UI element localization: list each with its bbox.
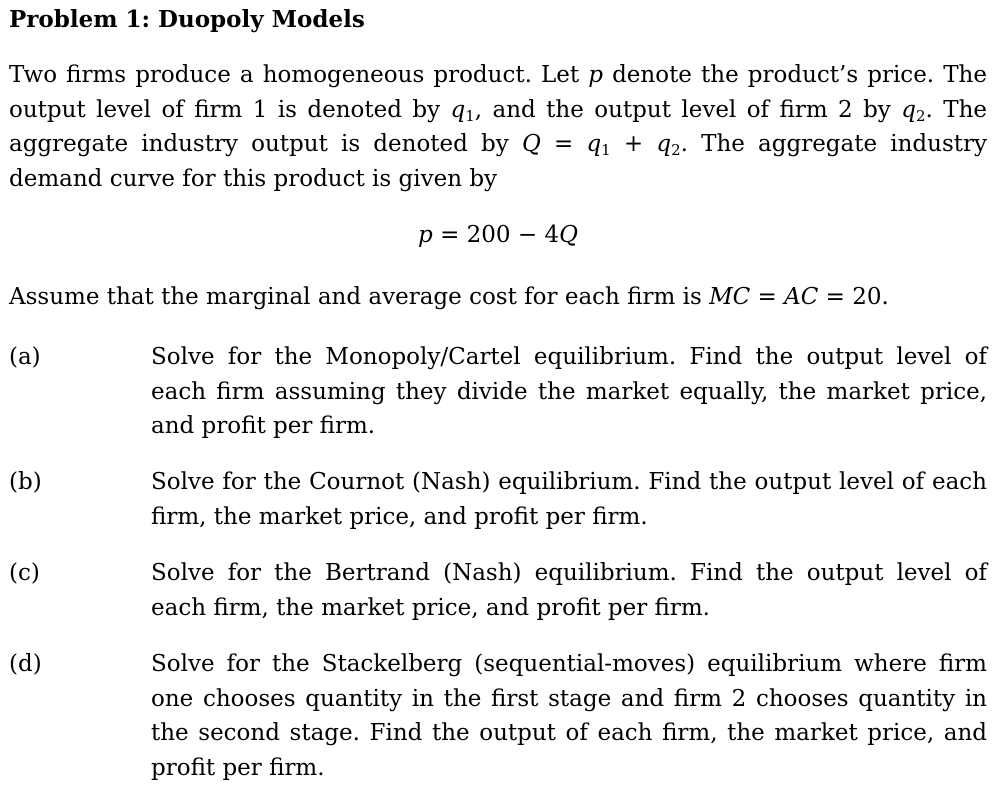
q2-subscript: 2 xyxy=(915,106,926,125)
question-text: Solve for the Bertrand (Nash) equilibrium. Find the output level of each firm, the market price, and profit per firm. xyxy=(151,560,987,621)
demand-rhs: = 200 − 4 xyxy=(432,222,560,248)
plus-sign: + xyxy=(610,131,657,157)
q1-subscript: 1 xyxy=(465,106,475,125)
assumption-text: Assume that the marginal and average cost for each firm is xyxy=(9,284,710,310)
ac-symbol: AC xyxy=(784,284,819,310)
price-symbol: p xyxy=(588,62,603,88)
assumption-eq2: = 20. xyxy=(818,284,889,310)
q2-symbol: q xyxy=(901,96,916,123)
intro-text-5: . The aggregate industry demand curve for this product is given by xyxy=(9,131,988,192)
demand-Q: Q xyxy=(559,222,578,248)
q1b-subscript: 1 xyxy=(601,141,611,159)
demand-equation xyxy=(9,222,987,248)
question-text: Solve for the Cournot (Nash) equilibrium. Find the output level of each firm, the market price, and profit per firm. xyxy=(151,469,987,530)
assumption-eq1: = xyxy=(750,284,785,310)
question-label: (d) xyxy=(9,651,42,677)
q2b-symbol: q xyxy=(656,131,672,157)
question-text: Solve for the Monopoly/Cartel equilibrium. Find the output level of each firm assuming they divide the market equally, the market price, and profit per firm. xyxy=(151,344,987,439)
intro-text-3: , and the output level of firm 2 by xyxy=(474,96,902,123)
intro-paragraph xyxy=(9,58,987,196)
equals-sign: = xyxy=(540,131,587,157)
problem-title: Problem 1: Duopoly Models xyxy=(9,6,365,33)
demand-p: p xyxy=(418,222,433,248)
question-label: (b) xyxy=(9,469,42,495)
mc-symbol: MC xyxy=(709,284,751,310)
question-label: (a) xyxy=(9,344,41,370)
intro-text-2: denote the product’s price. The output level of firm 1 is denoted by xyxy=(9,62,987,123)
question-label: (c) xyxy=(9,560,40,586)
q1b-symbol: q xyxy=(586,131,602,157)
intro-text-4: . The aggregate industry output is denoted by xyxy=(9,96,987,157)
cost-assumption xyxy=(9,284,987,310)
q2b-subscript: 2 xyxy=(671,141,681,159)
aggregate-output-symbol: Q xyxy=(521,131,541,157)
intro-text-1: Two firms produce a homogeneous product. Let xyxy=(9,62,589,88)
q1-symbol: q xyxy=(450,96,466,123)
question-text: Solve for the Stackelberg (sequential-moves) equilibrium where firm one chooses quantity in the first stage and firm 2 chooses quantity in the second stage. Find the output of each firm, the market price, and profit per firm. xyxy=(151,651,987,781)
